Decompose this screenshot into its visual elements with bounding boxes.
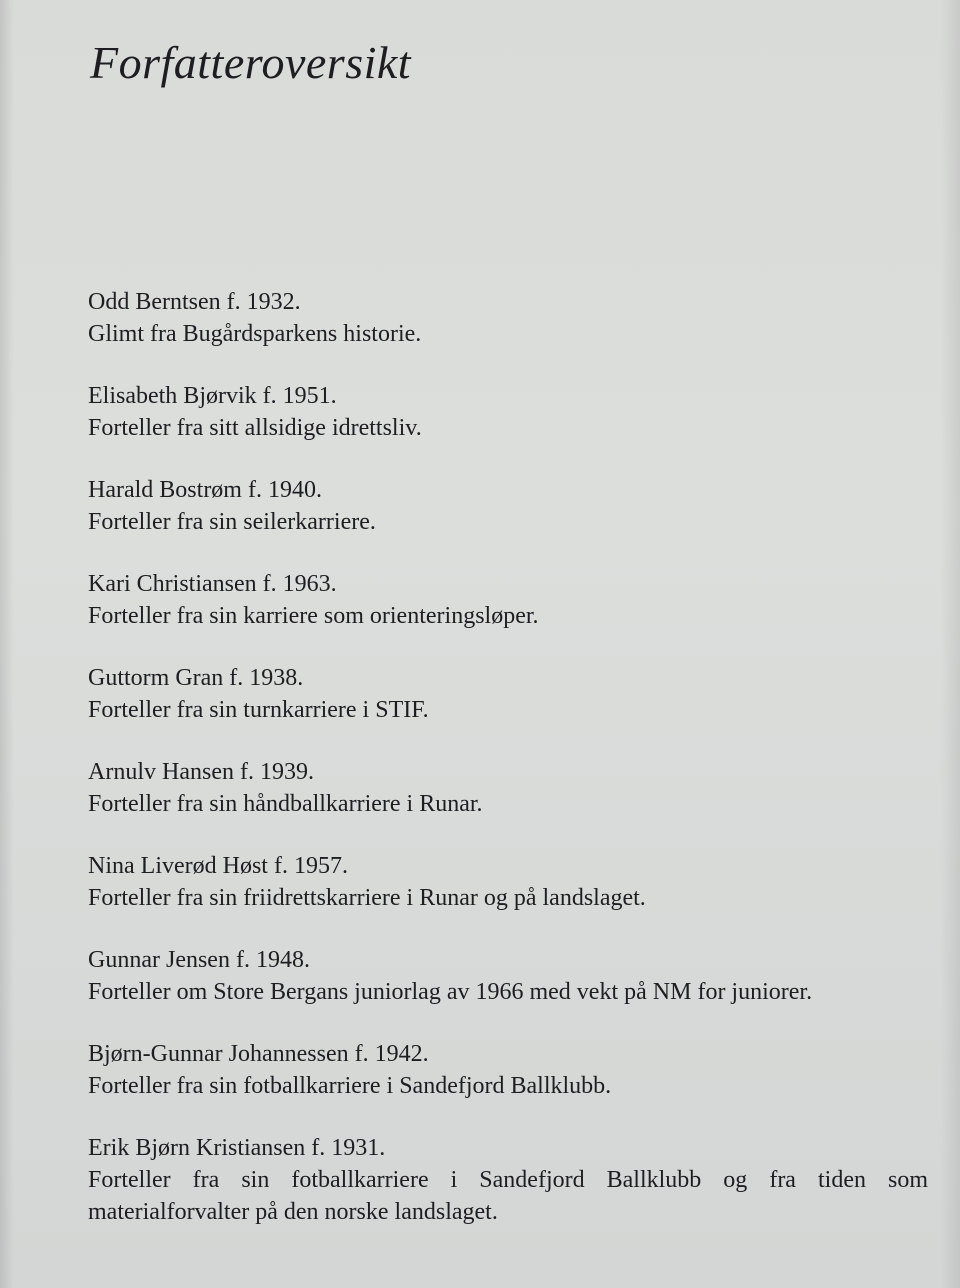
author-name: Erik Bjørn Kristiansen f. 1931. xyxy=(88,1135,386,1161)
author-entry xyxy=(88,286,930,350)
author-entry xyxy=(88,568,930,632)
page-title: Forfatteroversikt xyxy=(90,37,412,88)
author-description: Forteller fra sin karriere som orienteringsløper. xyxy=(88,603,539,629)
author-name: Nina Liverød Høst f. 1957. xyxy=(88,853,348,879)
author-description: Forteller fra sin håndballkarriere i Runar. xyxy=(88,791,483,817)
author-list xyxy=(88,286,930,1258)
author-name: Kari Christiansen f. 1963. xyxy=(88,571,337,597)
author-entry xyxy=(88,662,930,726)
author-entry xyxy=(88,944,930,1008)
author-description: Forteller fra sin friidrettskarriere i Runar og på landslaget. xyxy=(88,885,646,911)
author-name: Odd Berntsen f. 1932. xyxy=(88,289,301,315)
author-description: Forteller fra sin fotballkarriere i Sandefjord Ballklubb. xyxy=(88,1073,612,1099)
author-description: Forteller om Store Bergans juniorlag av 1966 med vekt på NM for juniorer. xyxy=(88,979,813,1005)
author-entry xyxy=(88,1038,930,1102)
author-description: Forteller fra sin fotballkarriere i Sandefjord Ballklubb og fra tiden som materialforvalter på den norske landslaget. xyxy=(88,1167,928,1225)
author-entry xyxy=(88,1132,930,1228)
author-name: Arnulv Hansen f. 1939. xyxy=(88,759,314,785)
author-name: Bjørn-Gunnar Johannessen f. 1942. xyxy=(88,1041,429,1067)
author-entry xyxy=(88,850,930,914)
author-entry xyxy=(88,756,930,820)
author-name: Elisabeth Bjørvik f. 1951. xyxy=(88,383,337,409)
author-name: Guttorm Gran f. 1938. xyxy=(88,665,304,691)
author-entry xyxy=(88,474,930,538)
author-description: Forteller fra sin turnkarriere i STIF. xyxy=(88,697,429,723)
author-name: Harald Bostrøm f. 1940. xyxy=(88,477,322,503)
author-entry xyxy=(88,380,930,444)
author-description: Forteller fra sitt allsidige idrettsliv. xyxy=(88,415,422,441)
author-description: Forteller fra sin seilerkarriere. xyxy=(88,509,376,535)
author-description: Glimt fra Bugårdsparkens historie. xyxy=(88,321,422,347)
author-name: Gunnar Jensen f. 1948. xyxy=(88,947,310,973)
